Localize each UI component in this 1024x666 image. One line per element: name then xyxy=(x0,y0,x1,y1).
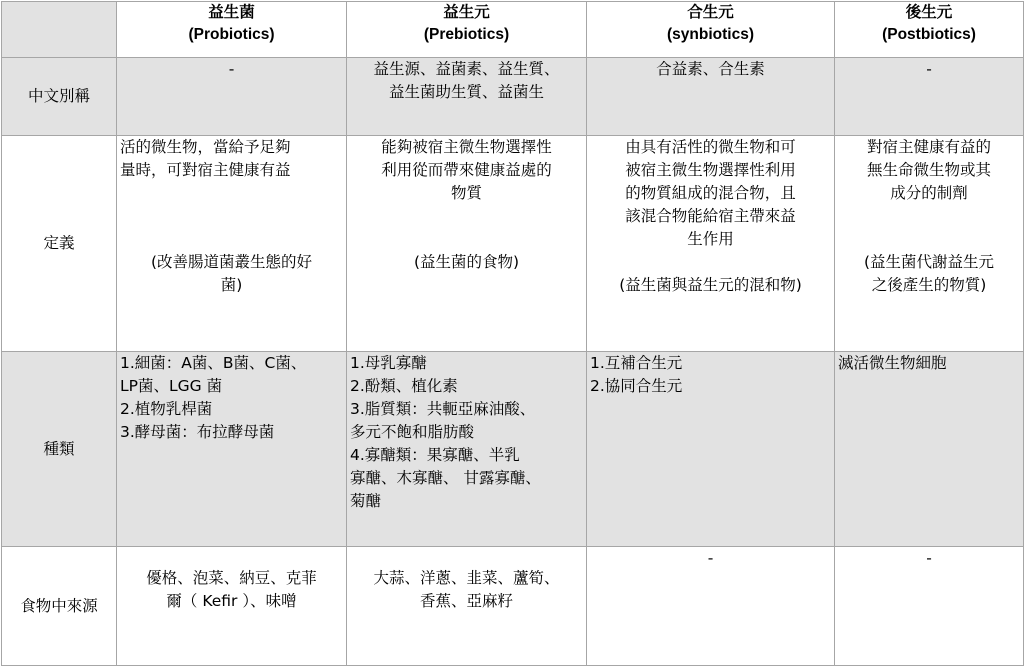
food-source-synbiotics: - xyxy=(587,547,835,666)
definition-synbiotics-note1: (益生菌與益生元的混和物) xyxy=(619,276,802,294)
definition-prebiotics-line1: 能夠被宿主微生物選擇性 xyxy=(381,138,552,156)
alias-prebiotics-line1: 益生源、益菌素、益生質、 xyxy=(373,60,560,78)
definition-probiotics-note2: 菌) xyxy=(220,276,243,294)
types-probiotics-line4: 3.酵母菌：布拉酵母菌 xyxy=(120,423,275,441)
header-probiotics xyxy=(117,2,347,58)
definition-prebiotics xyxy=(347,136,587,352)
header-synbiotics-name: 合生元 xyxy=(687,4,734,21)
definition-prebiotics-line3: 物質 xyxy=(450,184,482,202)
definition-postbiotics xyxy=(835,136,1024,352)
header-postbiotics-en: (Postbiotics) xyxy=(882,26,976,43)
definition-prebiotics-line2: 利用從而帶來健康益處的 xyxy=(381,161,552,179)
types-synbiotics xyxy=(587,352,835,547)
types-synbiotics-line1: 1.互補合生元 xyxy=(590,354,683,372)
types-prebiotics-line3: 3.脂質類：共軛亞麻油酸、 xyxy=(350,400,536,418)
header-row xyxy=(2,2,1024,58)
header-probiotics-name: 益生菌 xyxy=(208,4,255,21)
food-source-row-label: 食物中來源 xyxy=(2,547,117,666)
header-postbiotics-name: 後生元 xyxy=(905,4,953,21)
header-postbiotics xyxy=(835,2,1024,58)
alias-synbiotics: 合益素、合生素 xyxy=(587,58,835,136)
header-prebiotics-name: 益生元 xyxy=(443,4,490,21)
definition-postbiotics-line1: 對宿主健康有益的 xyxy=(866,138,991,156)
definition-synbiotics-line2: 被宿主微生物選擇性利用 xyxy=(625,161,796,179)
types-probiotics xyxy=(117,352,347,547)
alias-row-label: 中文別稱 xyxy=(2,58,117,136)
definition-row xyxy=(2,136,1024,352)
header-corner-cell xyxy=(2,2,117,58)
alias-probiotics: - xyxy=(117,58,347,136)
types-prebiotics xyxy=(347,352,587,547)
types-postbiotics: 滅活微生物細胞 xyxy=(835,352,1024,547)
types-prebiotics-line6: 寡醣、木寡醣、 甘露寡醣、 xyxy=(350,469,541,487)
types-probiotics-line2: LP菌、LGG 菌 xyxy=(120,377,223,395)
definition-postbiotics-line3: 成分的制劑 xyxy=(890,184,968,202)
types-prebiotics-line7: 菊醣 xyxy=(350,492,382,510)
definition-postbiotics-note1: (益生菌代謝益生元 xyxy=(863,253,995,271)
definition-prebiotics-note1: (益生菌的食物) xyxy=(413,253,520,271)
definition-postbiotics-note2: 之後產生的物質) xyxy=(871,276,987,294)
alias-prebiotics xyxy=(347,58,587,136)
food-source-postbiotics: - xyxy=(835,547,1024,666)
food-source-prebiotics-line1: 大蒜、洋蔥、韭菜、蘆筍、 xyxy=(373,569,560,587)
types-prebiotics-line5: 4.寡醣類：果寡醣、半乳 xyxy=(350,446,520,464)
food-source-probiotics xyxy=(117,547,347,666)
alias-row xyxy=(2,58,1024,136)
food-source-probiotics-line2: 爾（ Kefir ）、味噌 xyxy=(166,592,297,610)
food-source-prebiotics-line2: 香蕉、亞麻籽 xyxy=(419,592,513,610)
types-row xyxy=(2,352,1024,547)
definition-probiotics xyxy=(117,136,347,352)
food-source-row xyxy=(2,547,1024,666)
types-prebiotics-line4: 多元不飽和脂肪酸 xyxy=(350,423,475,441)
types-prebiotics-line1: 1.母乳寡醣 xyxy=(350,354,427,372)
definition-synbiotics-line1: 由具有活性的微生物和可 xyxy=(625,138,796,156)
definition-synbiotics-line4: 該混合物能給宿主帶來益 xyxy=(625,207,796,225)
header-synbiotics xyxy=(587,2,835,58)
types-synbiotics-line2: 2.協同合生元 xyxy=(590,377,683,395)
food-source-probiotics-line1: 優格、泡菜、納豆、克菲 xyxy=(146,569,317,587)
types-row-label: 種類 xyxy=(2,352,117,547)
definition-probiotics-note1: (改善腸道菌叢生態的好 xyxy=(150,253,313,271)
types-probiotics-line3: 2.植物乳桿菌 xyxy=(120,400,213,418)
types-prebiotics-line2: 2.酚類、植化素 xyxy=(350,377,458,395)
definition-synbiotics-line5: 生作用 xyxy=(687,230,734,248)
definition-synbiotics-line3: 的物質組成的混合物，且 xyxy=(625,184,796,202)
food-source-prebiotics xyxy=(347,547,587,666)
definition-probiotics-line1: 活的微生物，當給予足夠 xyxy=(120,138,291,156)
definition-row-label: 定義 xyxy=(2,136,117,352)
header-probiotics-en: (Probiotics) xyxy=(188,26,275,43)
biotics-comparison-table xyxy=(1,1,1024,666)
header-synbiotics-en: (synbiotics) xyxy=(667,26,754,43)
definition-postbiotics-line2: 無生命微生物或其 xyxy=(866,161,991,179)
header-prebiotics-en: (Prebiotics) xyxy=(423,26,510,43)
header-prebiotics xyxy=(347,2,587,58)
definition-probiotics-line2: 量時，可對宿主健康有益 xyxy=(120,161,291,179)
alias-prebiotics-line2: 益生菌助生質、益菌生 xyxy=(388,83,544,101)
types-probiotics-line1: 1.細菌：A菌、B菌、C菌、 xyxy=(120,354,307,372)
alias-postbiotics: - xyxy=(835,58,1024,136)
definition-synbiotics xyxy=(587,136,835,352)
